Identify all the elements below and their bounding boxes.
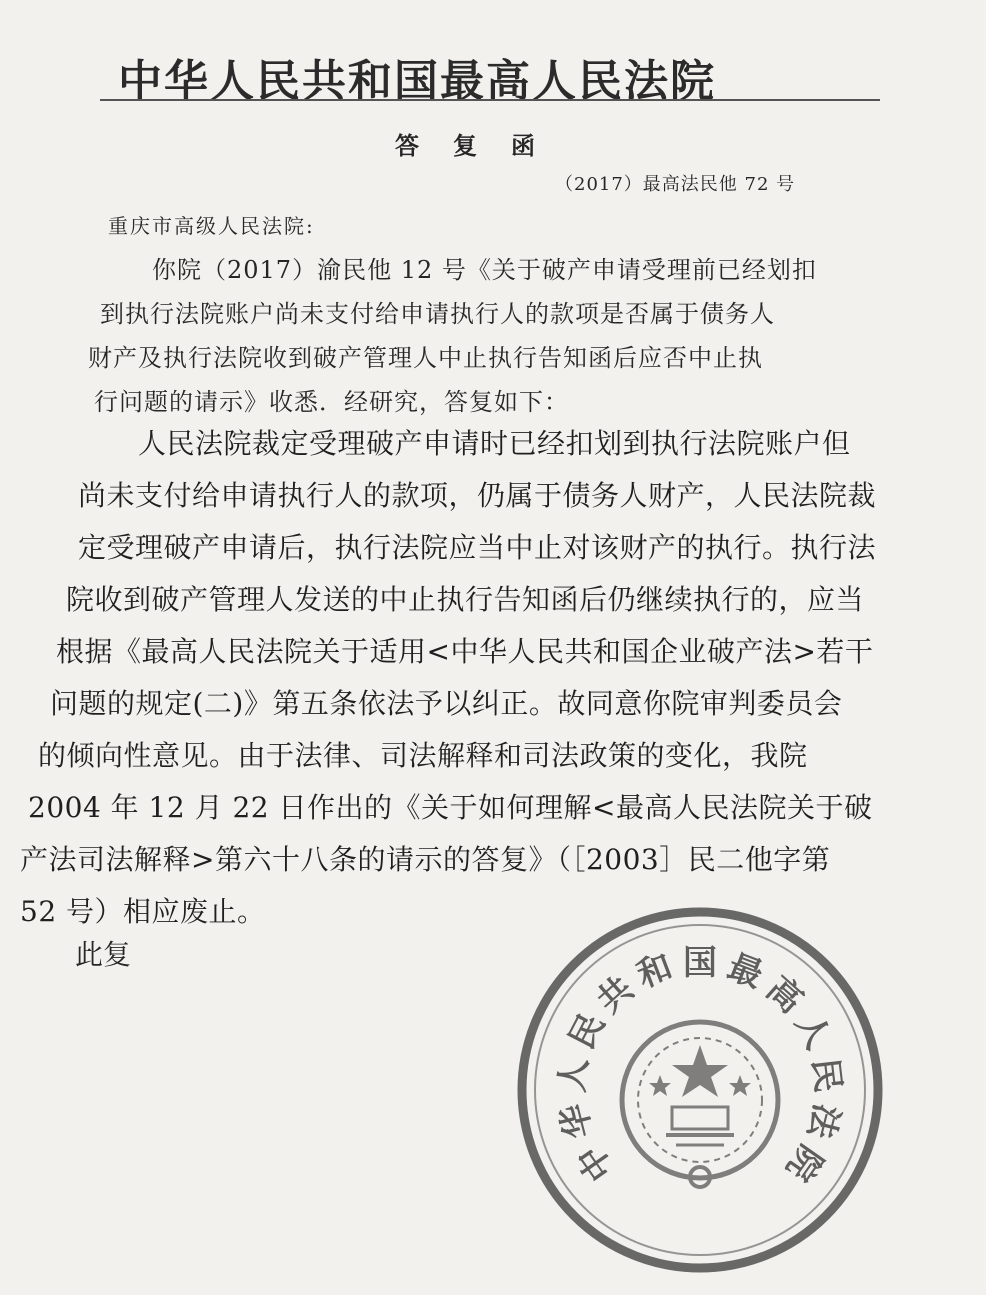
text-line: 行问题的请示》收悉．经研究，答复如下： (94, 388, 569, 416)
seal-char: 高 (758, 968, 811, 1022)
text-line: 的倾向性意见。由于法律、司法解释和司法政策的变化，我院 (38, 739, 808, 772)
text-line: 根据《最高人民法院关于适用<中华人民共和国企业破产法>若干 (56, 635, 874, 668)
letterhead-divider (100, 99, 880, 101)
seal-char: 院 (777, 1137, 831, 1189)
addressee: 重庆市高级人民法院: (108, 214, 315, 238)
text-line: 人民法院裁定受理破产申请时已经扣划到执行法院账户但 (138, 427, 851, 460)
text-line: 定受理破产申请后，执行法院应当中止对该财产的执行。执行法 (78, 531, 877, 564)
court-seal (500, 895, 900, 1295)
text-line: 尚未支付给申请执行人的款项，仍属于债务人财产，人民法院裁 (78, 479, 877, 512)
text-line: 你院（2017）渝民他 12 号《关于破产申请受理前已经划扣 (152, 256, 817, 284)
seal-char: 法 (799, 1099, 847, 1143)
seal-char: 华 (553, 1099, 601, 1143)
text-line: 到执行法院账户尚未支付给申请执行人的款项是否属于债务人 (100, 300, 775, 328)
text-line: 52 号）相应废止。 (20, 895, 266, 928)
text-line: 院收到破产管理人发送的中止执行告知函后仍继续执行的，应当 (66, 583, 865, 616)
seal-char: 中 (569, 1137, 623, 1189)
closing-remark: 此复 (75, 938, 132, 971)
seal-char: 人 (787, 1007, 839, 1056)
court-letterhead: 中华人民共和国最高人民法院 (118, 56, 716, 107)
text-line: 2004 年 12 月 22 日作出的《关于如何理解<最高人民法院关于破 (28, 791, 873, 824)
document-title: 答复函 (395, 131, 569, 160)
seal-char: 共 (589, 968, 642, 1022)
seal-char: 人 (552, 1055, 596, 1095)
text-line: 产法司法解释>第六十八条的请示的答复》（［2003］民二他字第 (20, 843, 831, 876)
seal-char: 国 (683, 943, 717, 983)
seal-char: 最 (722, 946, 769, 997)
seal-char: 民 (561, 1007, 613, 1056)
text-line: 财产及执行法院收到破产管理人中止执行告知函后应否中止执 (88, 344, 763, 372)
seal-char: 民 (804, 1055, 848, 1095)
paragraph-request (80, 248, 920, 424)
seal-char: 和 (631, 946, 678, 997)
text-line: 问题的规定(二)》第五条依法予以纠正。故同意你院审判委员会 (50, 687, 843, 720)
paragraph-reply (20, 418, 970, 938)
document-number: （2017）最高法民他 72 号 (555, 174, 796, 195)
national-emblem-icon (622, 1022, 778, 1187)
